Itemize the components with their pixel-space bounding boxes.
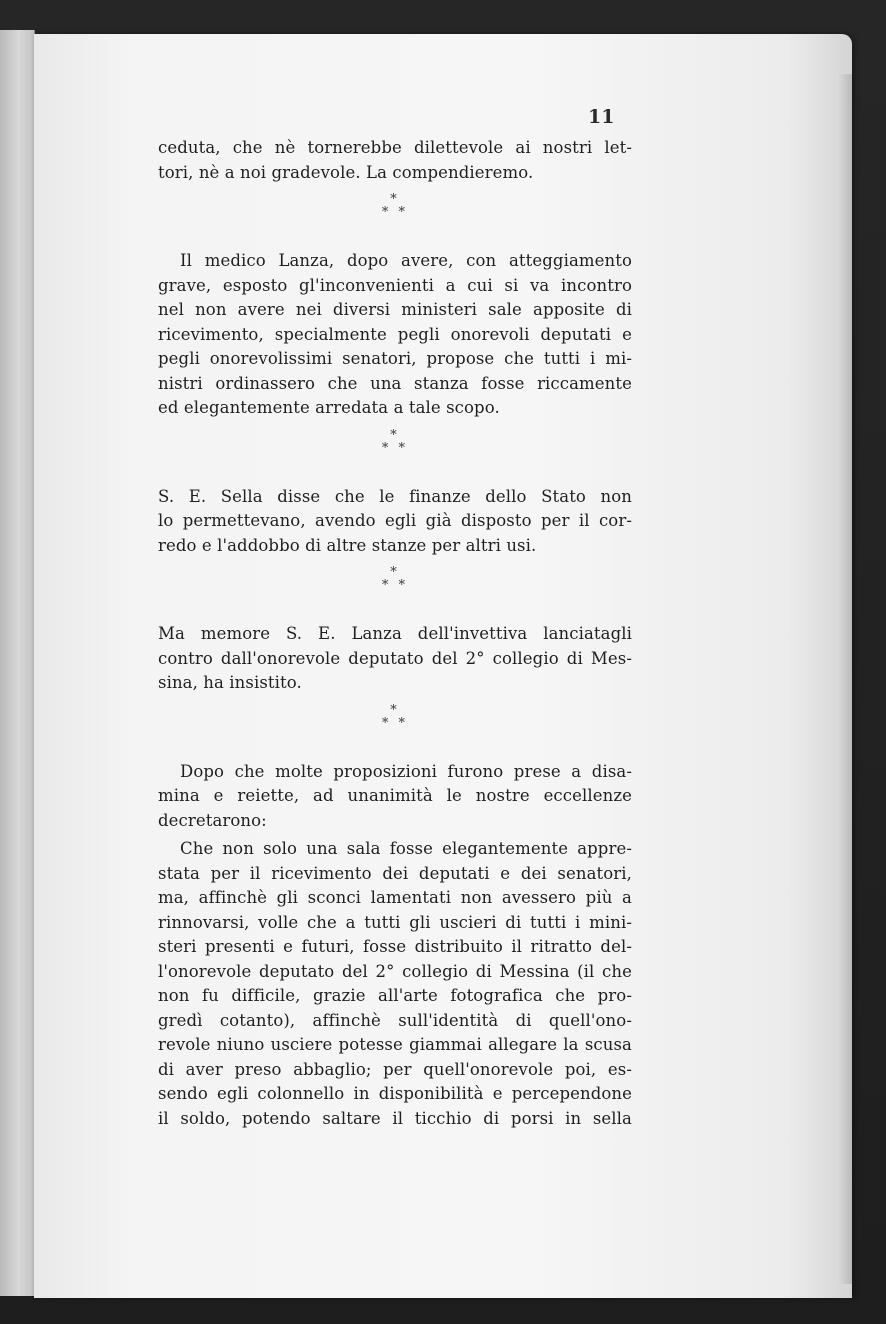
text-line: ed elegantemente arredata a tale scopo.: [158, 398, 500, 417]
text-line: ma, affinchè gli sconci lamentati non avessero più a: [158, 888, 632, 907]
asterism-top: *: [390, 702, 400, 718]
text-line: il soldo, potendo saltare il ticchio di porsi in sella: [158, 1108, 632, 1128]
asterism-separator: [158, 429, 632, 455]
text-line: Ma memore S. E. Lanza dell'invettiva lanciatagli: [158, 624, 632, 643]
text-line: nistri ordinassero che una stanza fosse riccamente: [158, 373, 632, 393]
text-line: mina e reiette, ad unanimità le nostre eccellenze: [158, 786, 632, 805]
asterism-bottom: * *: [381, 578, 409, 593]
text-line: tori, nè a noi gradevole. La compendieremo.: [158, 162, 534, 182]
body-text: [158, 136, 632, 1131]
text-line: Dopo che molte proposizioni furono prese a disa-: [180, 761, 632, 781]
facing-page-edge: [0, 30, 35, 1296]
text-line: ceduta, che nè tornerebbe dilettevole ai nostri let-: [158, 138, 632, 157]
asterism-top: *: [390, 192, 400, 207]
text-line: stata per il ricevimento dei deputati e dei senatori,: [158, 863, 632, 883]
text-line: lo permettevano, avendo egli già disposto per il cor-: [158, 511, 632, 530]
text-line: grave, esposto gl'inconvenienti a cui si va incontro: [158, 275, 632, 295]
text-line: Che non solo una sala fosse elegantemente appre-: [180, 839, 632, 858]
asterism-top: *: [390, 565, 400, 580]
asterism-separator: [158, 704, 632, 730]
paragraph-1: [158, 249, 632, 421]
asterism-top: *: [390, 427, 400, 443]
paragraph-4: [158, 760, 632, 834]
text-line: non fu difficile, grazie all'arte fotografica che pro-: [158, 986, 632, 1005]
text-line: contro dall'onorevole deputato del 2° collegio di Mes-: [158, 648, 632, 668]
text-line: nel non avere nei diversi ministeri sale apposite di: [158, 300, 632, 319]
text-line: steri presenti e futuri, fosse distribuito il ritratto del-: [158, 937, 632, 956]
paragraph-2: [158, 485, 632, 559]
text-line: rinnovarsi, volle che a tutti gli uscieri di tutti i mini-: [158, 912, 632, 932]
text-line: S. E. Sella disse che le finanze dello Stato non: [158, 486, 632, 506]
text-line: revole niuno usciere potesse giammai allegare la scusa: [158, 1035, 632, 1054]
text-line: redo e l'addobbo di altre stanze per altri usi.: [158, 535, 537, 555]
asterism-bottom: * *: [381, 715, 409, 731]
text-line: pegli onorevolissimi senatori, propose che tutti i mi-: [158, 349, 632, 368]
page-number: 11: [588, 106, 615, 128]
paragraph-intro: [158, 136, 632, 185]
page-edge-shadow: [838, 74, 852, 1284]
paragraph-3: [158, 622, 632, 696]
asterism-separator: [158, 566, 632, 592]
paragraph-5: [158, 837, 632, 1131]
text-line: ricevimento, specialmente pegli onorevoli deputati e: [158, 324, 632, 344]
text-line: sendo egli colonnello in disponibilità e percependone: [158, 1084, 632, 1103]
asterism-bottom: * *: [381, 205, 409, 220]
text-line: decretarono:: [158, 810, 267, 830]
text-line: l'onorevole deputato del 2° collegio di Messina (il che: [158, 961, 632, 981]
asterism-separator: [158, 193, 632, 219]
asterism-bottom: * *: [381, 440, 409, 456]
text-line: sina, ha insistito.: [158, 673, 302, 692]
text-line: Il medico Lanza, dopo avere, con atteggiamento: [180, 251, 632, 270]
text-line: gredì cotanto), affinchè sull'identità di quell'ono-: [158, 1010, 632, 1030]
text-line: di aver preso abbaglio; per quell'onorevole poi, es-: [158, 1059, 632, 1079]
